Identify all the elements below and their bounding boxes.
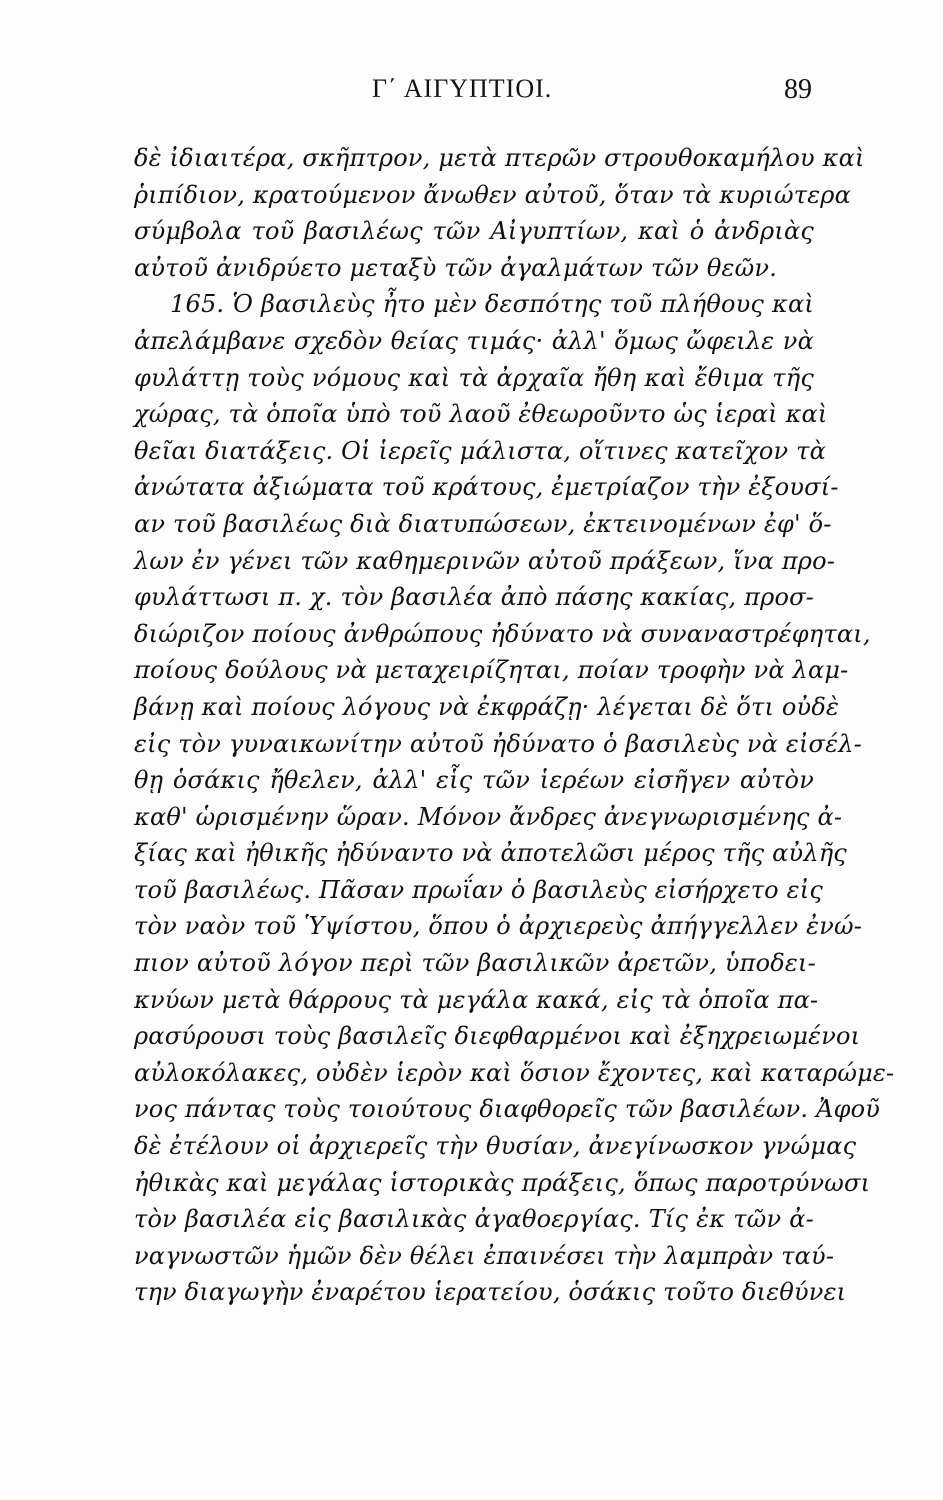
text-line: αὐτοῦ ἀνιδρύετο μεταξὺ τῶν ἀγαλμάτων τῶν θεῶν. (134, 253, 778, 282)
text-line: καθ' ὡρισμένην ὥραν. Μόνον ἄνδρες ἀνεγνωρισμένης ἀ- (134, 802, 843, 831)
text-line: αὐλοκόλακες, οὐδὲν ἱερὸν καὶ ὅσιον ἔχοντες, καὶ καταρώμε- (134, 1058, 895, 1087)
text-line: την διαγωγὴν ἐναρέτου ἱερατείου, ὁσάκις τοῦτο διεθύνει (134, 1278, 847, 1307)
text-line: ξίας καὶ ἠθικῆς ἠδύναντο νὰ ἀποτελῶσι μέρος τῆς αὐλῆς (134, 839, 847, 868)
text-line: δὲ ἐτέλουν οἱ ἀρχιερεῖς τὴν θυσίαν, ἀνεγίνωσκον γνώμας (134, 1132, 857, 1161)
text-line: τὸν ναὸν τοῦ Ὑψίστου, ὅπου ὁ ἀρχιερεὺς ἀπήγγελλεν ἐνώ- (134, 912, 863, 941)
text-line: βάνῃ καὶ ποίους λόγους νὰ ἐκφράζῃ· λέγεται δὲ ὅτι οὐδὲ (134, 692, 840, 721)
text-line: κνύων μετὰ θάρρους τὰ μεγάλα κακά, εἰς τὰ ὁποῖα πα- (134, 985, 819, 1014)
text-line: διώριζον ποίους ἀνθρώπους ἠδύνατο νὰ συναναστρέφηται, (134, 619, 871, 648)
text-line: θῃ ὁσάκις ἤθελεν, ἀλλ' εἷς τῶν ἱερέων εἰσῆγεν αὐτὸν (134, 766, 814, 795)
text-line: εἰς τὸν γυναικωνίτην αὐτοῦ ἠδύνατο ὁ βασιλεὺς νὰ εἰσέλ- (134, 729, 862, 758)
text-line: ἀπελάμβανε σχεδὸν θείας τιμάς· ἀλλ' ὅμως ὤφειλε νὰ (134, 326, 814, 355)
paragraph-start-line: 165. Ὁ βασιλεὺς ἦτο μὲν δεσπότης τοῦ πλήθους καὶ (170, 290, 814, 319)
text-line: αν τοῦ βασιλέως διὰ διατυπώσεων, ἐκτεινομένων ἐφ' ὅ- (134, 509, 832, 538)
text-line: λων ἐν γένει τῶν καθημερινῶν αὐτοῦ πράξεων, ἵνα προ- (134, 546, 836, 575)
text-line: ποίους δούλους νὰ μεταχειρίζηται, ποίαν τροφὴν νὰ λαμ- (134, 656, 849, 685)
text-line: τοῦ βασιλέως. Πᾶσαν πρωΐαν ὁ βασιλεὺς εἰσήρχετο εἰς (134, 875, 823, 904)
text-line: ῥιπίδιον, κρατούμενον ἄνωθεν αὐτοῦ, ὅταν τὰ κυριώτερα (134, 180, 852, 209)
text-line: φυλάττωσι π. χ. τὸν βασιλέα ἀπὸ πάσης κακίας, προσ- (134, 583, 814, 612)
text-line: σύμβολα τοῦ βασιλέως τῶν Αἰγυπτίων, καὶ ὁ ἀνδριὰς (134, 217, 814, 246)
running-head: Γ΄ ΑΙΓΥΠΤΙΟΙ. (372, 74, 553, 103)
text-line: πιον αὐτοῦ λόγον περὶ τῶν βασιλικῶν ἀρετῶν, ὑποδει- (134, 949, 816, 978)
text-line: φυλάττῃ τοὺς νόμους καὶ τὰ ἀρχαῖα ἤθη καὶ ἔθιμα τῆς (134, 363, 814, 392)
text-line: ἠθικὰς καὶ μεγάλας ἱστορικὰς πράξεις, ὅπως παροτρύνωσι (134, 1168, 871, 1197)
text-line: ρασύρουσι τοὺς βασιλεῖς διεφθαρμένοι καὶ ἐξηχρειωμένοι (134, 1022, 861, 1051)
page-number: 89 (784, 74, 812, 105)
text-line: θεῖαι διατάξεις. Οἱ ἱερεῖς μάλιστα, οἵτινες κατεῖχον τὰ (134, 436, 827, 465)
text-line: τὸν βασιλέα εἰς βασιλικὰς ἀγαθοεργίας. Τίς ἐκ τῶν ἀ- (134, 1205, 814, 1234)
text-line: δὲ ἰδιαιτέρα, σκῆπτρον, μετὰ πτερῶν στρουθοκαμήλου καὶ (134, 144, 865, 172)
text-line: νος πάντας τοὺς τοιούτους διαφθορεῖς τῶν βασιλέων. Ἀφοῦ (134, 1095, 881, 1124)
text-line: χώρας, τὰ ὁποῖα ὑπὸ τοῦ λαοῦ ἐθεωροῦντο ὡς ἱεραὶ καὶ (134, 400, 828, 429)
body-text (134, 140, 895, 1311)
text-line: ἀνώτατα ἀξιώματα τοῦ κράτους, ἐμετρίαζον τὴν ἐξουσί- (134, 473, 839, 502)
text-line: ναγνωστῶν ἡμῶν δὲν θέλει ἐπαινέσει τὴν λαμπρὰν ταύ- (134, 1241, 835, 1270)
